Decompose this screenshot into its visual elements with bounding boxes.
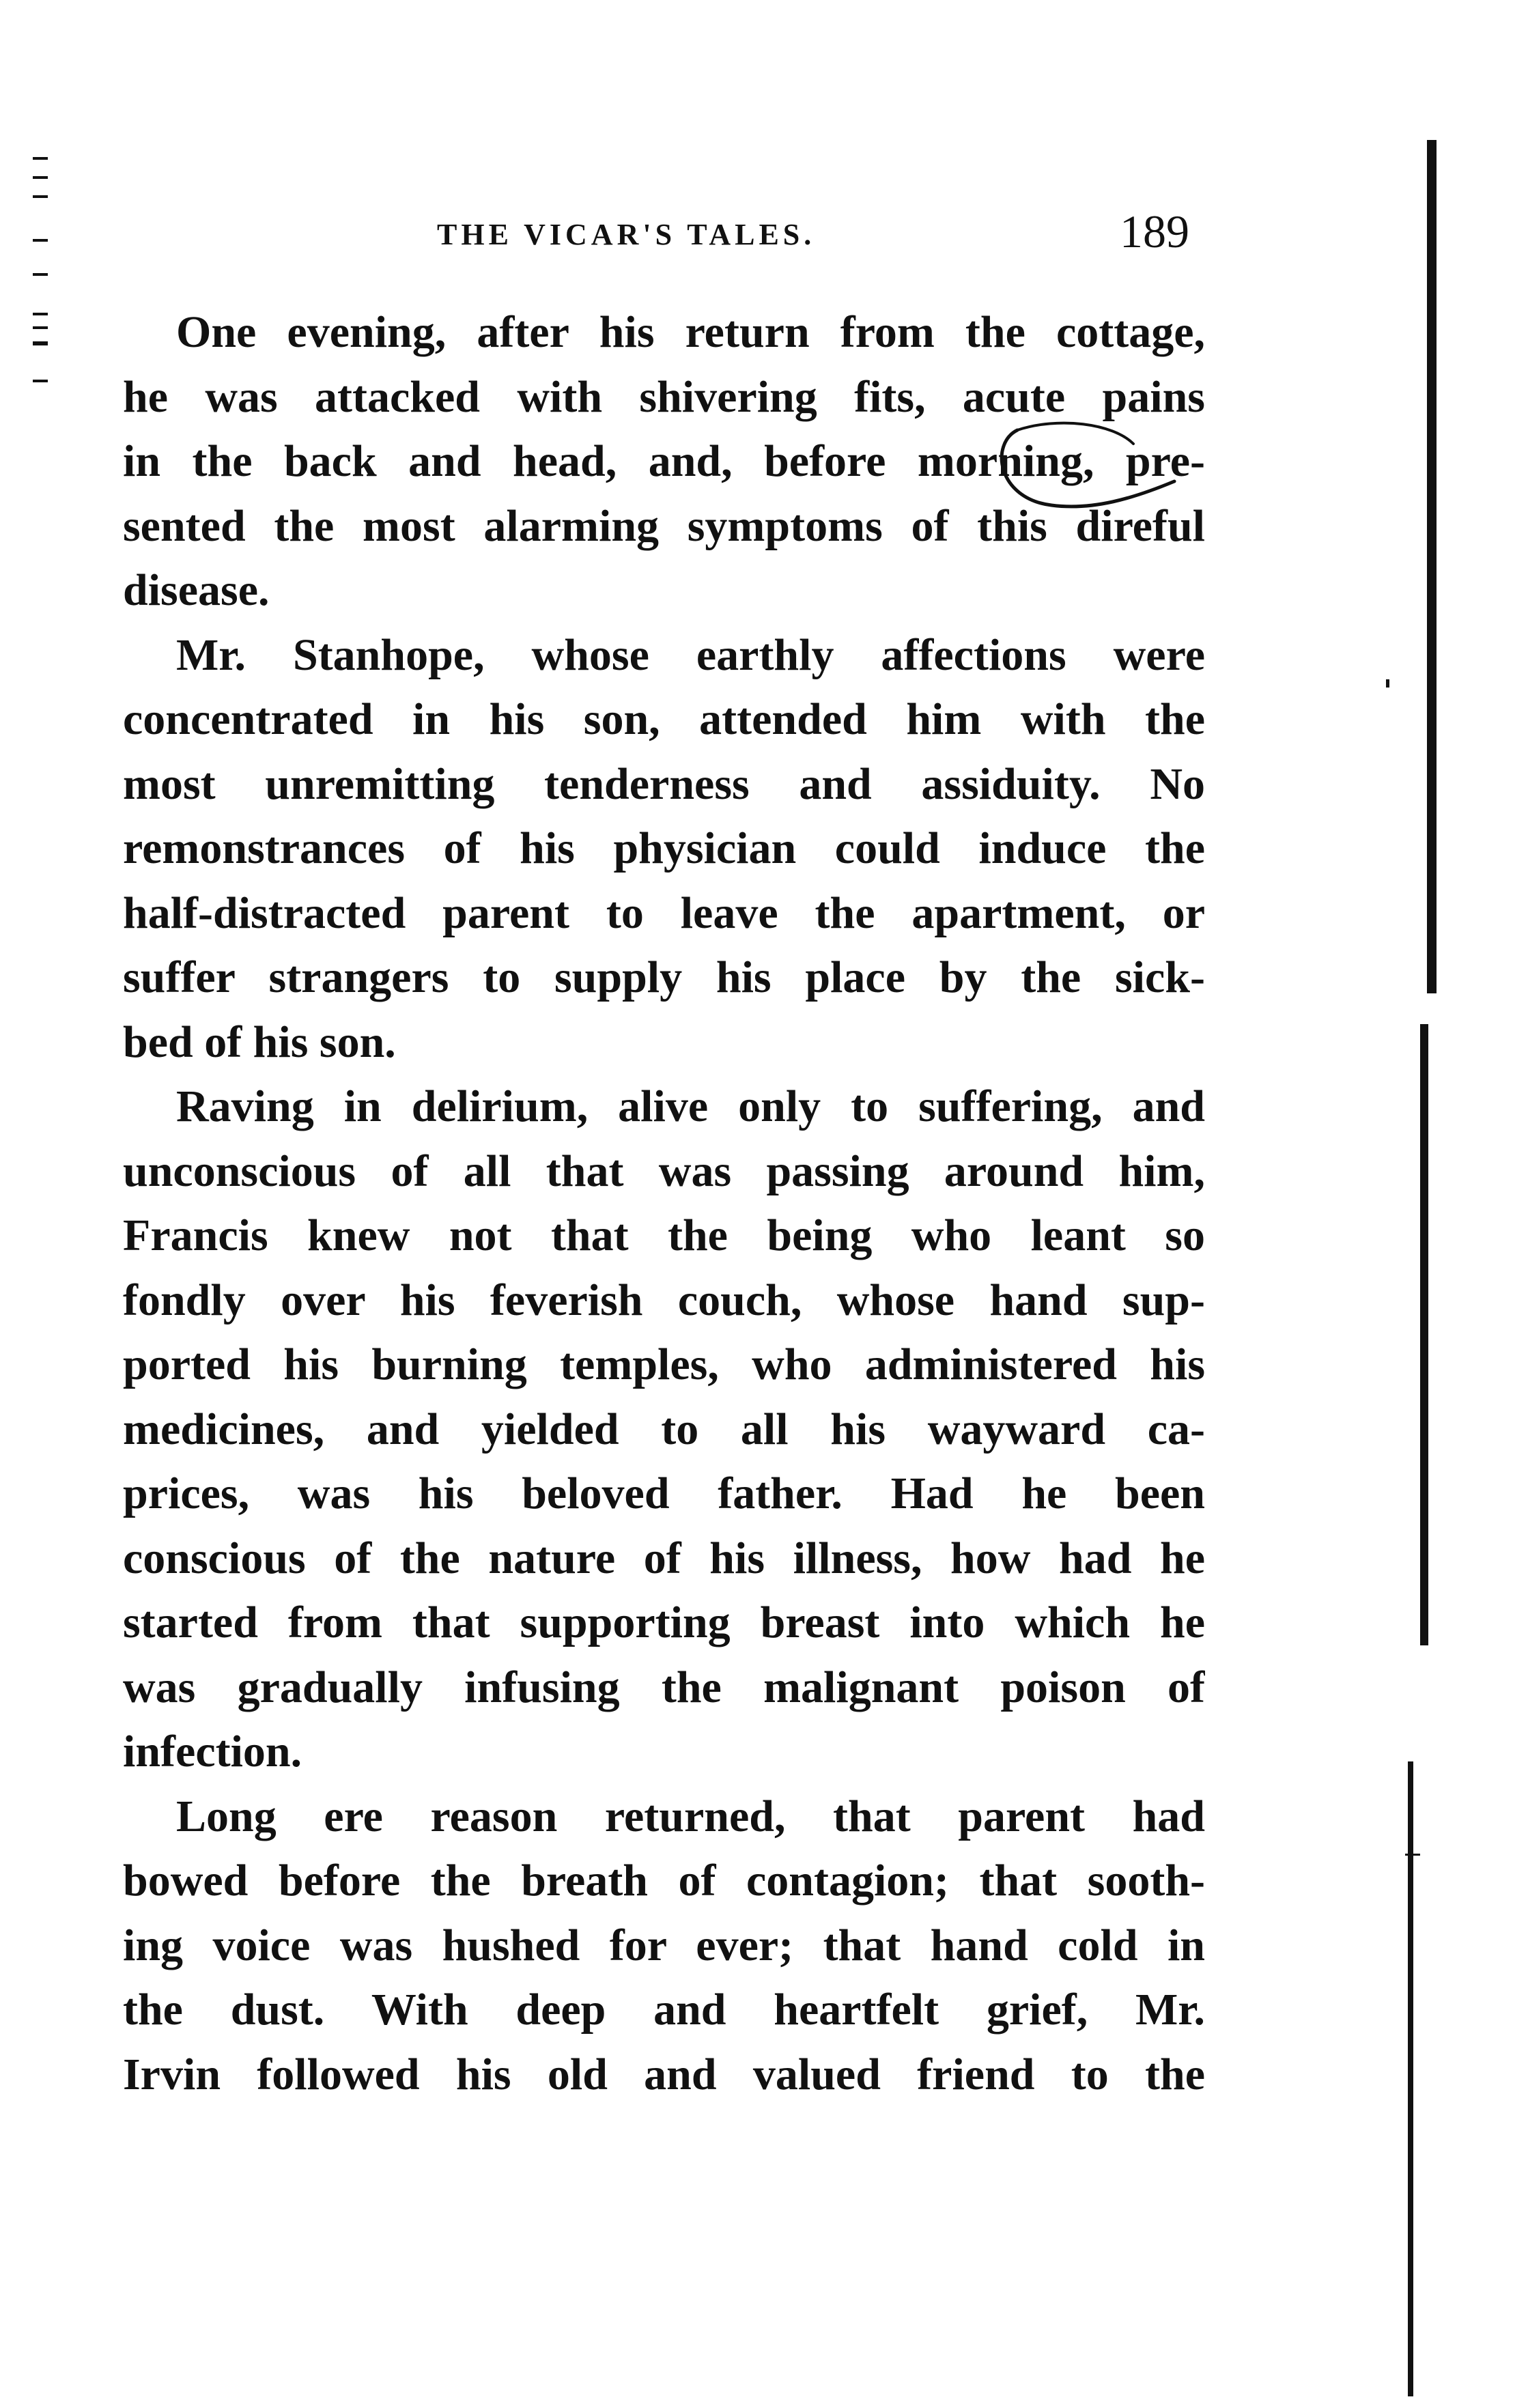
margin-rule [1420, 1024, 1428, 1645]
text-line: in the back and head, and, before morning, pre- [123, 436, 1205, 486]
margin-mark [33, 239, 48, 242]
text-line: he was attacked with shivering fits, acute pains [123, 371, 1205, 422]
text-line: fondly over his feverish couch, whose hand sup- [123, 1275, 1205, 1325]
margin-rule [1427, 140, 1437, 993]
margin-mark [33, 341, 48, 345]
margin-mark [33, 313, 48, 315]
text-line: the dust. With deep and heartfelt grief, Mr. [123, 1985, 1205, 2035]
text-line: bed of his son. [123, 1017, 396, 1067]
margin-mark [33, 326, 48, 329]
margin-mark [33, 195, 48, 198]
text-line: sented the most alarming symptoms of this direful [123, 500, 1205, 551]
text-line: remonstrances of his physician could induce the [123, 823, 1205, 873]
text-line: ported his burning temples, who administered his [123, 1340, 1205, 1389]
text-line: half-distracted parent to leave the apartment, or [123, 888, 1205, 938]
text-line: concentrated in his son, attended him with the [123, 694, 1205, 744]
text-line: Mr. Stanhope, whose earthly affections were [176, 629, 1205, 680]
margin-mark [1386, 679, 1389, 688]
text-line: most unremitting tenderness and assiduity. No [123, 759, 1205, 809]
margin-mark [33, 176, 48, 179]
text-line: unconscious of all that was passing around him, [123, 1146, 1205, 1196]
margin-mark [1405, 1854, 1420, 1856]
text-line: Raving in delirium, alive only to suffering, and [176, 1081, 1205, 1131]
text-line: suffer strangers to supply his place by the sick- [123, 952, 1205, 1002]
margin-mark [33, 380, 48, 382]
text-line: prices, was his beloved father. Had he been [123, 1469, 1205, 1518]
margin-mark [33, 273, 48, 276]
running-title: THE VICAR'S TALES. [437, 218, 816, 251]
text-line: Irvin followed his old and valued friend to the [123, 2049, 1205, 2099]
margin-rule [1408, 1761, 1413, 2396]
text-line: started from that supporting breast into which he [123, 1598, 1205, 1647]
text-line: medicines, and yielded to all his wayward ca- [123, 1404, 1205, 1454]
text-line: was gradually infusing the malignant poison of [123, 1662, 1205, 1712]
margin-mark [33, 157, 48, 160]
body-text [123, 300, 1205, 2107]
text-line: Francis knew not that the being who leant so [123, 1210, 1205, 1260]
text-line: conscious of the nature of his illness, how had he [123, 1533, 1205, 1583]
text-line: infection. [123, 1727, 302, 1776]
text-line: One evening, after his return from the cottage, [176, 307, 1205, 357]
text-line: ing voice was hushed for ever; that hand cold in [123, 1920, 1205, 1970]
page-number: 189 [1120, 206, 1189, 257]
text-line: Long ere reason returned, that parent had [176, 1791, 1205, 1841]
text-line: bowed before the breath of contagion; that sooth- [123, 1856, 1205, 1906]
text-line: disease. [123, 565, 270, 615]
